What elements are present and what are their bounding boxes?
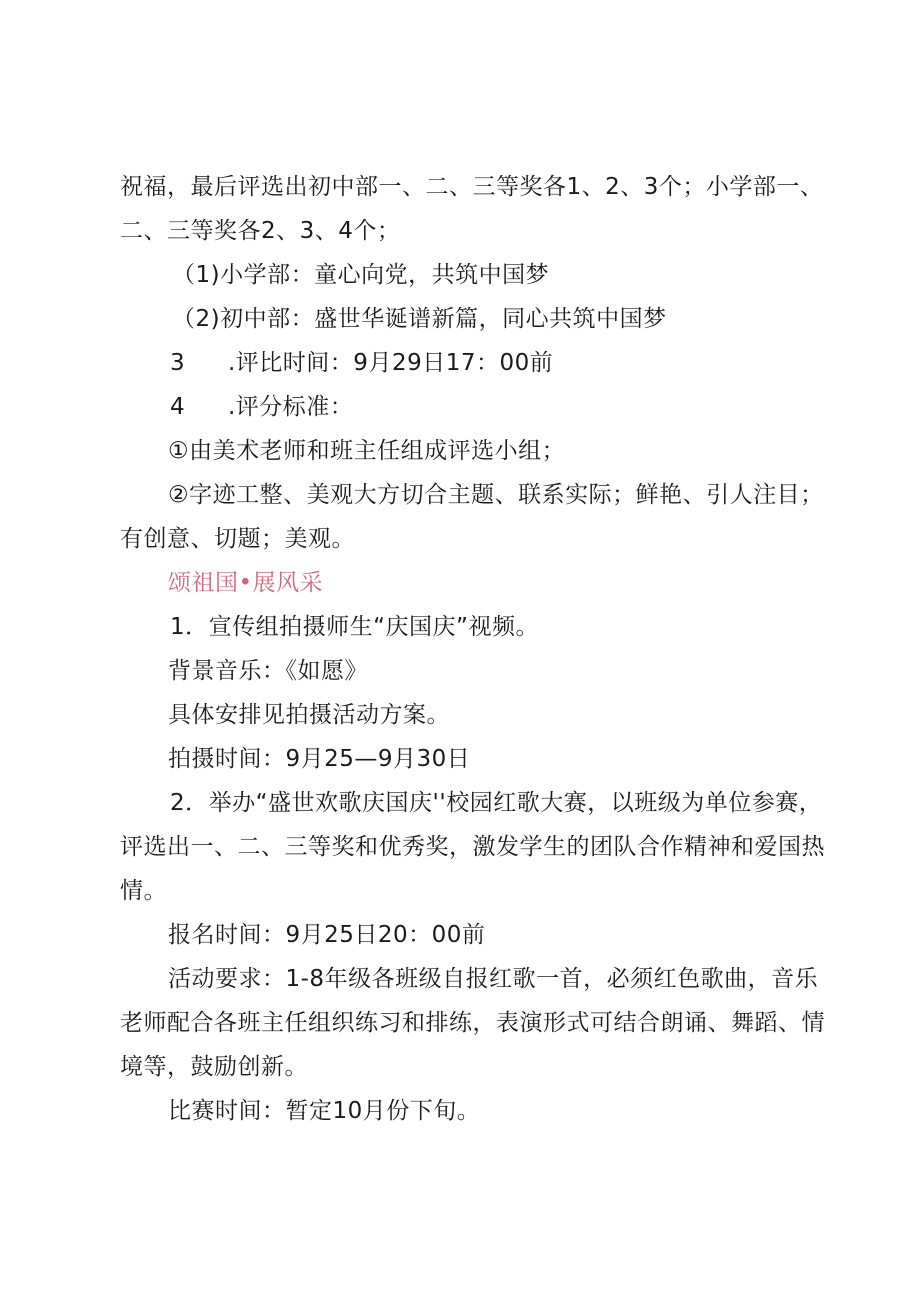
paragraph-line: 评选出一、二、三等奖和优秀奖，激发学生的团队合作精神和爱国热 [120, 834, 825, 860]
paragraph-line: 有创意、切题；美观。 [120, 526, 355, 552]
paragraph-line: 比赛时间：暂定10月份下旬。 [168, 1098, 481, 1124]
list-item: .评比时间：9月29日17：00前 [228, 350, 554, 376]
list-item: 2．举办“盛世欢歌庆国庆''校园红歌大赛，以班级为单位参赛， [170, 790, 823, 816]
paragraph-line: 情。 [120, 878, 167, 904]
list-item: ②字迹工整、美观大方切合主题、联系实际；鲜艳、引人注目； [168, 482, 824, 508]
paragraph-line: 拍摄时间：9月25—9月30日 [168, 746, 471, 772]
paragraph-line: 老师配合各班主任组织练习和排练，表演形式可结合朗诵、舞蹈、情 [120, 1010, 825, 1036]
section-heading: 颂祖国•展风采 [168, 570, 324, 596]
list-number: 4 [170, 394, 186, 420]
list-item: （1)小学部：童心向党，共筑中国梦 [172, 262, 550, 288]
list-item: （2)初中部：盛世华诞谱新篇，同心共筑中国梦 [172, 306, 667, 332]
paragraph-line: 二、三等奖各2、3、4个； [120, 218, 401, 244]
paragraph-line: 报名时间：9月25日20：00前 [168, 922, 486, 948]
list-item: ①由美术老师和班主任组成评选小组； [168, 438, 566, 464]
list-item: .评分标准： [228, 394, 354, 420]
paragraph-line: 背景音乐：《如愿》 [168, 658, 368, 684]
paragraph-line: 境等，鼓励创新。 [120, 1054, 308, 1080]
list-number: 3 [170, 350, 186, 376]
paragraph-line: 具体安排见拍摄活动方案。 [168, 702, 450, 728]
list-item: 1．宣传组拍摄师生“庆国庆”视频。 [170, 614, 539, 640]
paragraph-line: 活动要求：1-8年级各班级自报红歌一首，必须红色歌曲，音乐 [168, 966, 819, 992]
paragraph-line: 祝福，最后评选出初中部一、二、三等奖各1、2、3个；小学部一、 [120, 174, 824, 200]
